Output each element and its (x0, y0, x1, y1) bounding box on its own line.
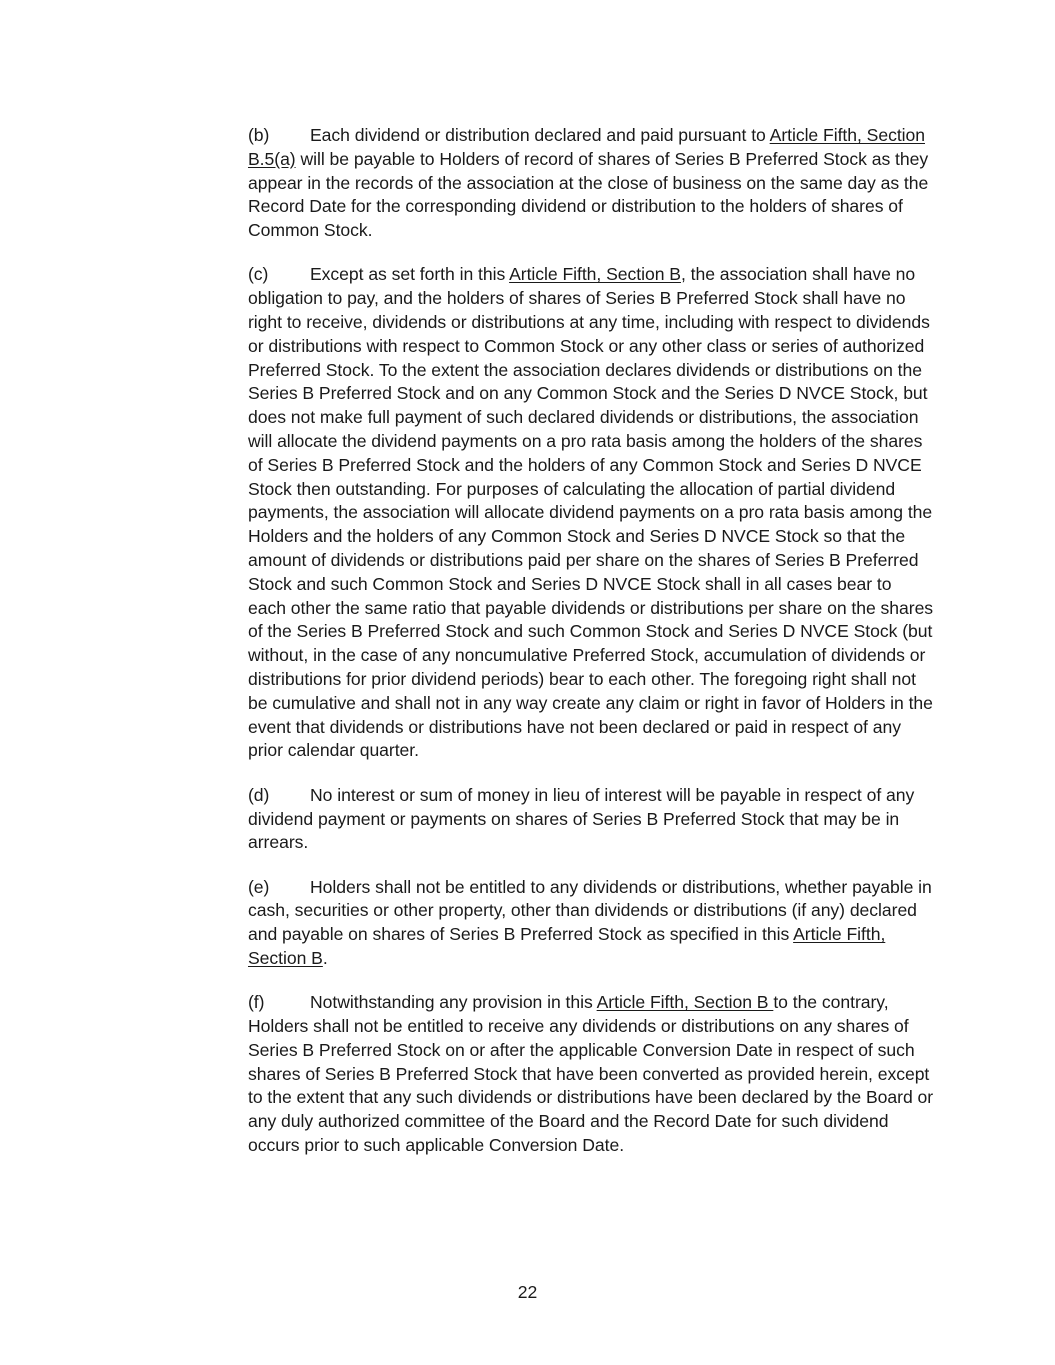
paragraph-b (248, 124, 934, 243)
paragraph-b-text-2: will be payable to Holders of record of shares of Series B Preferred Stock as they appear in the records of the association at the close of business on the same day as the Record Date for the corresponding dividend or distribution to the holders of shares of Common Stock. (248, 148, 929, 241)
paragraph-c-label: (c) (248, 264, 269, 285)
paragraph-b-label: (b) (248, 125, 270, 145)
paragraph-f-text-1: Notwithstanding any provision in this (310, 992, 597, 1013)
paragraph-b-text-1: Each dividend or distribution declared and paid pursuant to (310, 125, 770, 145)
paragraph-f-label: (f) (248, 992, 265, 1013)
paragraph-d-label: (d) (248, 784, 270, 805)
paragraph-f-article-reference: Article Fifth, Section B (596, 992, 774, 1013)
paragraph-f-text-2: to the contrary, Holders shall not be entitled to receive any dividends or distributions on any shares of Series B Preferred Stock on or after the applicable Conversion Date in respect of such shares of Series B Preferred Stock that have been converted as provided herein, except to the extent that any such dividends or distributions have been declared by the Board or any duly authorized committee of the Board and the Record Date for such dividend occurs prior to such applicable Conversion Date. (248, 992, 934, 1156)
paragraph-e-article-reference: Article Fifth, Section B (248, 924, 886, 968)
page-number: 22 (517, 1282, 538, 1302)
paragraph-d-text-1: No interest or sum of money in lieu of interest will be payable in respect of any dividend payment or payments on shares of Series B Preferred Stock that may be in arrears. (248, 784, 915, 853)
paragraph-e-text-1: Holders shall not be entitled to any dividends or distributions, whether payable in cash, securities or other property, other than dividends or distributions (if any) declared and payable on shares of Series B Preferred Stock as specified in this (248, 876, 932, 945)
paragraph-c-text-2: , the association shall have no obligation to pay, and the holders of shares of Series B Preferred Stock shall have no right to receive, dividends or distributions at any time, including with respect to dividends or distributions with respect to Common Stock or any other class or series of authorized Preferred Stock. To the extent the association declares dividends or distributions on the Series B Preferred Stock and on any Common Stock and the Series D NVCE Stock, but does not make full payment of such declared dividends or distributions, the association will allocate the dividend payments on a pro rata basis among the holders of the shares of Series B Preferred Stock and the holders of any Common Stock and Series D NVCE Stock then outstanding. For purposes of calculating the allocation of partial dividend payments, the association will allocate dividend payments on a pro rata basis among the Holders and the holders of any Common Stock and Series D NVCE Stock so that the amount of dividends or distributions paid per share on the shares of Series B Preferred Stock and such Common Stock and Series D NVCE Stock shall in all cases bear to each other the same ratio that payable dividends or distributions per share on the shares of the Series B Preferred Stock and such Common Stock and Series D NVCE Stock (but without, in the case of any noncumulative Preferred Stock, accumulation of dividends or distributions for prior dividend periods) bear to each other. The foregoing right shall not be cumulative and shall not in any way create any claim or right in favor of Holders in the event that dividends or distributions have not been declared or paid in respect of any prior calendar quarter. (248, 264, 934, 761)
paragraph-c-text-1: Except as set forth in this (310, 264, 510, 285)
paragraph-e-label: (e) (248, 876, 270, 897)
paragraph-b-article-reference: Article Fifth, Section B.5(a) (248, 125, 925, 169)
paragraph-c-article-reference: Article Fifth, Section B (509, 264, 681, 285)
document-body (248, 124, 934, 1178)
paragraph-c (248, 263, 934, 763)
paragraph-e-text-2: . (322, 948, 328, 968)
paragraph-f (248, 991, 934, 1158)
paragraph-e (248, 876, 934, 971)
paragraph-d (248, 784, 934, 855)
